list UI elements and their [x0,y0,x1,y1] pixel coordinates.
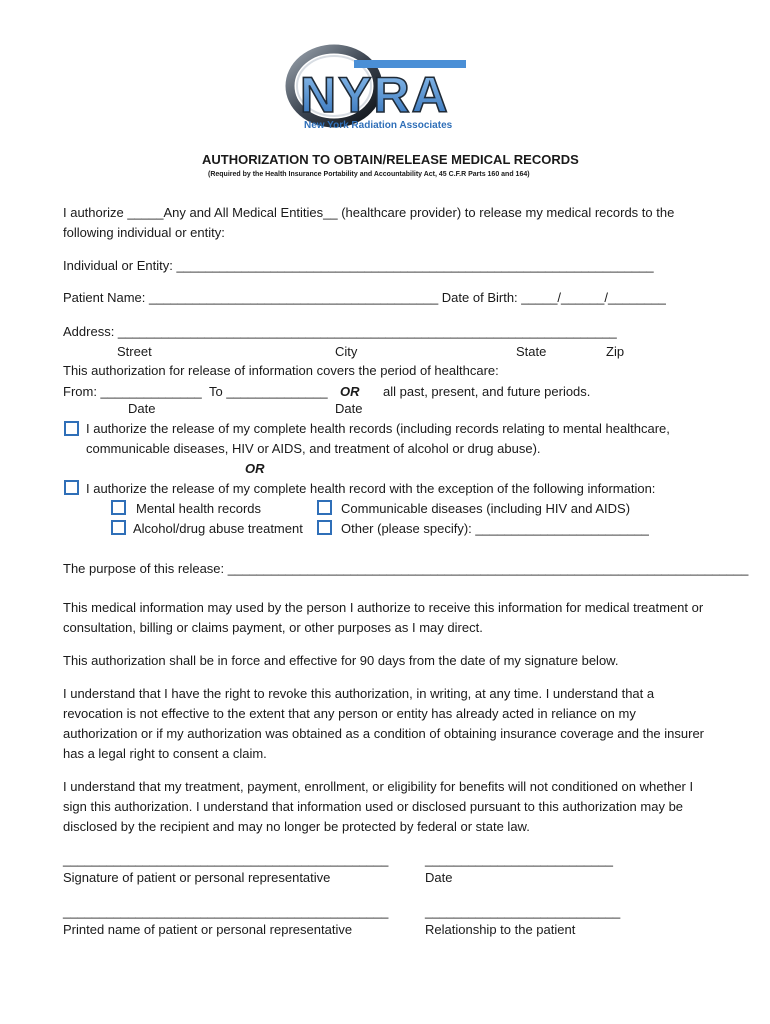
form-subtitle: (Required by the Health Insurance Portability and Accountability Act, 45 C.F.R Parts 160 and 164) [208,171,530,178]
logo-wordmark: NYRA [300,67,450,123]
exception-alcohol-drug-checkbox[interactable] [111,520,126,535]
option-exceptions-checkbox[interactable] [64,480,79,495]
logo-subtitle: New York Radiation Associates [304,120,453,131]
to-date-field[interactable]: To ______________ [209,384,328,399]
intro-line-1: I authorize _____Any and All Medical Entities__ (healthcare provider) to release my medical records to the [63,205,675,220]
exception-communicable-label: Communicable diseases (including HIV and AIDS) [341,501,631,516]
period-intro: This authorization for release of information covers the period of healthcare: [63,363,499,378]
paragraph-usage-line-2: consultation, billing or claims payment, or other purposes as I may direct. [63,620,483,635]
paragraph-usage-line-1: This medical information may used by the person I authorize to receive this information for medical treatment or [63,600,704,615]
paragraph-eligibility-line-3: disclosed by the recipient and may no longer be protected by federal or state law. [63,819,530,834]
option-complete-records-line-1: I authorize the release of my complete health records (including records relating to mental healthcare, [86,421,670,436]
paragraph-revoke-line-4: has a legal right to consent a claim. [63,746,267,761]
purpose-field[interactable]: The purpose of this release: ________________________________________________________________________ [63,561,749,576]
paragraph-eligibility-line-1: I understand that my treatment, payment, enrollment, or eligibility for benefits will not conditioned on whether I [63,779,694,794]
form-title: AUTHORIZATION TO OBTAIN/RELEASE MEDICAL RECORDS [202,152,579,167]
relationship-label: Relationship to the patient [425,922,576,937]
patient-name-dob-field[interactable]: Patient Name: ________________________________________ Date of Birth: _____/______/________ [63,290,666,305]
relationship-line[interactable]: ___________________________ [425,904,621,919]
printed-name-line[interactable]: _____________________________________________ [63,904,389,919]
signature-line[interactable]: _____________________________________________ [63,852,389,867]
exception-other-field[interactable]: Other (please specify): ________________________ [341,521,649,536]
all-periods-text: all past, present, and future periods. [383,384,591,399]
address-city-label: City [335,344,358,359]
paragraph-duration: This authorization shall be in force and effective for 90 days from the date of my signature below. [63,653,619,668]
address-street-label: Street [117,344,152,359]
intro-line-2: following individual or entity: [63,225,225,240]
to-date-label: Date [335,401,363,416]
paragraph-revoke-line-2: revocation is not effective to the extent that any person or entity has already acted in reliance on my [63,706,636,721]
paragraph-revoke-line-1: I understand that I have the right to revoke this authorization, in writing, at any time. I understand that a [63,686,655,701]
from-date-label: Date [128,401,156,416]
option-complete-records-checkbox[interactable] [64,421,79,436]
option-complete-records-line-2: communicable diseases, HIV or AIDS, and treatment of alcohol or drug abuse). [86,441,541,456]
options-or: OR [245,461,265,476]
paragraph-revoke-line-3: authorization or if my authorization was obtained as a condition of obtaining insurance coverage and the insurer [63,726,705,741]
exception-mental-health-checkbox[interactable] [111,500,126,515]
printed-name-label: Printed name of patient or personal representative [63,922,353,937]
exception-other-checkbox[interactable] [317,520,332,535]
signature-label: Signature of patient or personal representative [63,870,331,885]
option-exceptions-text: I authorize the release of my complete health record with the exception of the following information: [86,481,656,496]
individual-entity-field[interactable]: Individual or Entity: __________________________________________________________________ [63,258,654,273]
period-or: OR [340,384,360,399]
address-field[interactable]: Address: _____________________________________________________________________ [63,324,617,339]
address-zip-label: Zip [606,344,625,359]
paragraph-eligibility-line-2: sign this authorization. I understand that information used or disclosed pursuant to this authorization may be [63,799,684,814]
signature-date-line[interactable]: __________________________ [425,852,613,867]
from-date-field[interactable]: From: ______________ [63,384,202,399]
exception-communicable-checkbox[interactable] [317,500,332,515]
address-state-label: State [516,344,547,359]
exception-mental-health-label: Mental health records [136,501,262,516]
signature-date-label: Date [425,870,453,885]
exception-alcohol-drug-label: Alcohol/drug abuse treatment [133,521,303,536]
nyra-logo [284,44,474,134]
